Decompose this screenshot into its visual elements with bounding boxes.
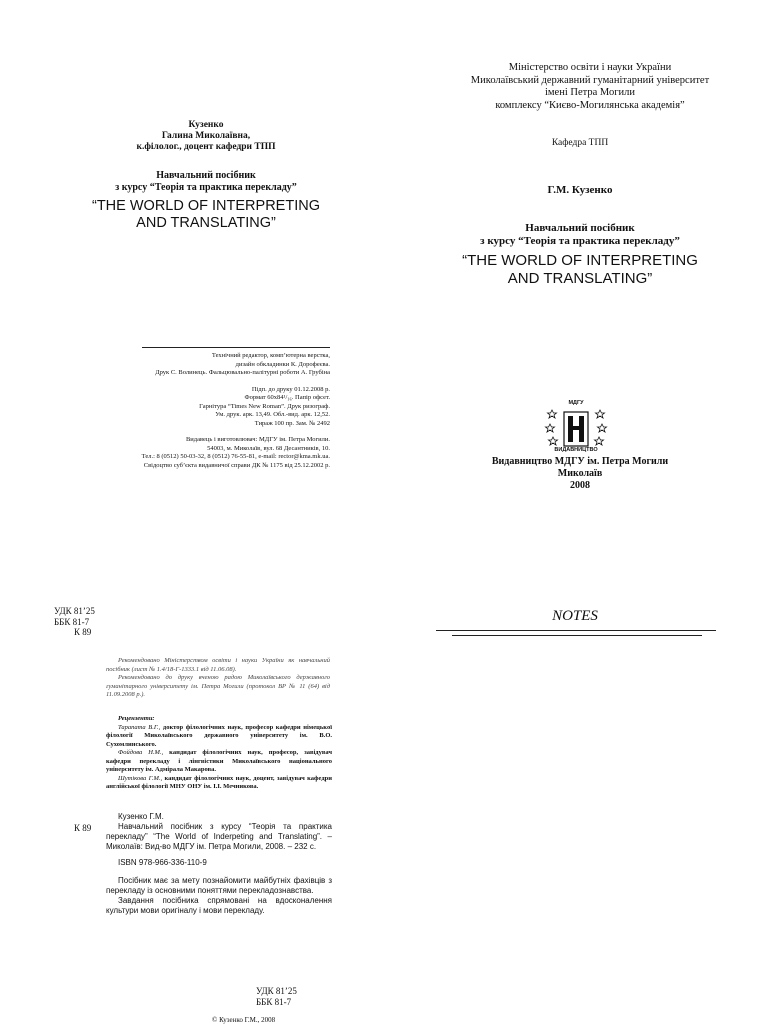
notes-rule-1 [436, 630, 716, 631]
reviewer-2-name: Фойдова Н.М., [118, 749, 164, 756]
reviewer-1-text: доктор філологічних наук, професор кафедри німецької філології Миколаївського державного університету ім. В.О. Сухомлинського. [106, 723, 333, 748]
imprint-line: Тираж 100 пр. Зам. № 2492 [254, 419, 330, 427]
imprint-block [90, 352, 330, 470]
bibliographic-block [106, 812, 332, 916]
title-page-author: Г.М. Кузенко [547, 184, 613, 196]
recommendation-council: Рекомендовано до друку вченою радою Миколаївського державного гуманітарного університету ім. Петра Могили (протокол ВР № 11 (64) від 11.09.2008 р.). [106, 674, 330, 698]
title-book-type: Навчальний посібник [525, 222, 635, 234]
imprint-line: Свідоцтво суб’єкта видавничої справи ДК № 1175 від 25.12.2002 р. [143, 461, 330, 469]
ministry: Міністерство освіти і науки України [508, 62, 672, 73]
logo-text: МДГУ [568, 400, 584, 406]
imprint-line: Друк С. Волинець. Фальцювально-палітурні роботи А. Грубіна [155, 369, 330, 376]
title-line1: “THE WORLD OF INTERPRETING [462, 252, 698, 269]
department: Кафедра ТПП [551, 138, 609, 148]
classification-block-2 [256, 986, 297, 1007]
imprint-line: Тел.: 8 (0512) 50-03-32, 8 (0512) 76-55-81, e-mail: rector@kma.mk.ua. [141, 453, 330, 460]
notes-heading: NOTES [552, 608, 598, 624]
reviewer-1-name: Тарапата В.Г., [118, 723, 161, 731]
back-cover-book-block [80, 170, 332, 194]
copyright: © Кузенко Г.М., 2008 [212, 1016, 276, 1024]
reviewers-label: Рецензенти: [118, 715, 155, 722]
author-mark-side: К 89 [74, 823, 92, 833]
title-page-header [440, 62, 740, 112]
abstract-2: Завдання посібника спрямовані на вдосконалення культури мови оригіналу і мови перекладу. [106, 896, 332, 915]
udk-code-2: УДК 81’25 [256, 986, 297, 996]
imprint-line: Гарнітура “Times New Roman”. Друк ризограф. [199, 402, 330, 410]
title-course: з курсу “Теорія та практика перекладу” [480, 235, 680, 247]
imprint-line: Підп. до друку 01.12.2008 р. [251, 385, 330, 393]
classification-block [54, 606, 95, 638]
publisher-city: Миколаїв [557, 468, 603, 479]
reviewer-1 [106, 724, 332, 750]
back-title-line1: “THE WORLD OF INTERPRETING [92, 198, 320, 214]
imprint-line: Ум. друк. арк. 13,49. Обл.-вид. арк. 12,52. [215, 411, 330, 418]
university: Миколаївський державний гуманітарний університет [470, 74, 710, 86]
back-cover-author-block [100, 120, 312, 153]
title-line2: AND TRANSLATING” [507, 270, 653, 287]
back-cover-title [60, 198, 352, 232]
imprint-line: дизайн обкладинки К. Дорофеєва. [235, 360, 330, 368]
back-title-line2: AND TRANSLATING” [136, 215, 276, 231]
title-page-title [420, 252, 740, 288]
logo-bottom-text: ВИДАВНИЦТВО [554, 447, 598, 453]
back-author-position: к.філолог., доцент кафедри ТПП [136, 142, 276, 152]
imprint-line: Формат 60х84¹/₁₆. Папір офсет. [244, 394, 330, 401]
publisher-logo [544, 400, 608, 456]
imprint-top-rule [142, 347, 330, 348]
reviewer-2-text: кандидат філологічних наук, професор, завідувач кафедри перекладу і лінгвістики Миколаївського національного університету ім. Адмірала Макарова. [106, 749, 333, 773]
imprint-line: 54003, м. Миколаїв, вул. 68 Десантників, 10. [207, 444, 330, 452]
biblio-author: Кузенко Г.М. [118, 812, 164, 821]
back-book-type: Навчальний посібник [156, 170, 256, 181]
imprint-line: Видавець і виготовлювач: МДГУ ім. Петра Могили. [185, 436, 330, 443]
back-course: з курсу “Теорія та практика перекладу” [115, 182, 297, 193]
university-named: імені Петра Могили [545, 87, 635, 98]
back-author: Кузенко [188, 120, 224, 130]
notes-rule-2 [452, 635, 702, 636]
back-author-full: Галина Миколаївна, [161, 131, 251, 141]
udk-code: УДК 81’25 [54, 606, 95, 616]
university-complex: комплексу “Києво-Могилянська академія” [495, 99, 685, 111]
bbk-code-2: ББК 81-7 [256, 996, 292, 1007]
title-page-book-block [430, 222, 730, 248]
biblio-text: Навчальний посібник з курсу “Теорія та практика перекладу” “The World of Inderpeting and Translating”. – Миколаїв: Вид-во МДГУ ім. Петра Могили, 2008. – 232 с. [106, 822, 332, 851]
isbn: ISBN 978-966-336-110-9 [118, 858, 207, 867]
bbk-code: ББК 81-7 [54, 616, 90, 627]
author-mark: К 89 [74, 627, 92, 637]
reviewer-3-text: кандидат філологічних наук, доцент, завідувач кафедри англійської філології МНУ ОНУ ім. І.І. Мечникова. [106, 774, 332, 790]
publisher-name: Видавництво МДГУ ім. Петра Могили [491, 456, 669, 467]
reviewer-3-name: Шутікова Г.М., [118, 774, 163, 782]
reviewer-3 [106, 775, 332, 792]
publisher-year: 2008 [570, 480, 590, 491]
abstract-1: Посібник має за мету познайомити майбутніх фахівців з перекладу із основними поняттями перекладознавства. [106, 876, 332, 895]
recommendations-block [106, 657, 330, 700]
reviewer-2 [106, 749, 332, 775]
title-page-publisher-block [470, 456, 690, 492]
reviewers-block [106, 715, 332, 792]
recommendation-ministry: Рекомендовано Міністерством освіти і науки України як навчальний посібник (лист № 1.4/18-Г-1333.1 від 11.06.08). [106, 657, 330, 673]
imprint-line: Технічний редактор, комп’ютерна верстка, [211, 352, 330, 359]
